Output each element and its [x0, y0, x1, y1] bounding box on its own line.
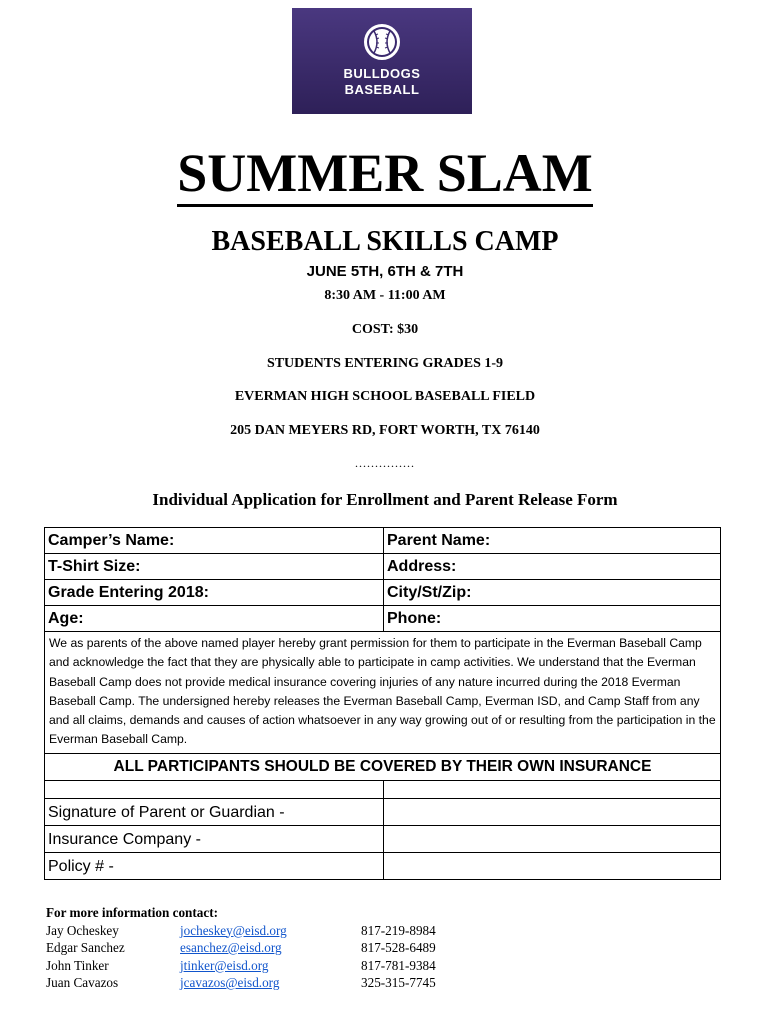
campers-name-field[interactable]: Camper’s Name: — [45, 528, 384, 553]
camp-time: 8:30 AM - 11:00 AM — [324, 288, 446, 303]
contact-phone: 817-219-8984 — [361, 922, 436, 938]
form-row-campers-name — [44, 527, 721, 553]
page-title — [0, 142, 770, 204]
insurance-company-label: Insurance Company - — [45, 826, 384, 852]
camp-dates: JUNE 5TH, 6TH & 7TH — [306, 263, 464, 280]
form-row-grade — [44, 579, 721, 605]
insurance-company-field[interactable] — [384, 826, 720, 852]
team-logo — [292, 8, 472, 114]
form-heading: Individual Application for Enrollment and Parent Release Form — [152, 490, 618, 509]
contact-phone: 325-315-7745 — [361, 975, 436, 990]
contact-email-link[interactable]: esanchez@eisd.org — [180, 940, 282, 955]
parent-name-field[interactable]: Parent Name: — [387, 532, 491, 549]
camp-grades: STUDENTS ENTERING GRADES 1-9 — [266, 356, 504, 371]
contact-name: Edgar Sanchez — [46, 940, 125, 955]
baseball-icon — [362, 22, 402, 62]
policy-label: Policy # - — [45, 853, 384, 879]
tshirt-size-field[interactable]: T-Shirt Size: — [45, 554, 384, 579]
contact-row — [46, 922, 481, 940]
divider: ............... — [355, 456, 415, 470]
form-row-age — [44, 605, 721, 631]
form-row-tshirt — [44, 553, 721, 579]
spacer-row — [44, 780, 721, 798]
signature-field[interactable] — [384, 799, 720, 825]
camp-address: 205 DAN MEYERS RD, FORT WORTH, TX 76140 — [230, 423, 540, 438]
spacer-cell-right — [384, 781, 720, 798]
contact-phone: 817-781-9384 — [361, 957, 436, 973]
contact-email-link[interactable]: jtinker@eisd.org — [180, 957, 269, 973]
page-subtitle: BASEBALL SKILLS CAMP — [211, 226, 559, 257]
contact-name: John Tinker — [46, 957, 109, 973]
city-state-zip-field[interactable]: City/St/Zip: — [387, 584, 472, 601]
signature-row — [44, 798, 721, 825]
age-field[interactable]: Age: — [45, 606, 384, 631]
logo-text-line1: BULLDOGS — [343, 66, 421, 81]
signature-label: Signature of Parent or Guardian - — [45, 799, 384, 825]
contact-row — [46, 939, 481, 957]
contact-section — [46, 904, 481, 992]
contact-email-link[interactable]: jocheskey@eisd.org — [180, 922, 287, 938]
enrollment-form — [44, 527, 721, 880]
camp-cost: COST: $30 — [351, 322, 419, 337]
contact-row — [46, 974, 481, 992]
camp-location: EVERMAN HIGH SCHOOL BASEBALL FIELD — [234, 389, 536, 404]
contact-name: Juan Cavazos — [46, 975, 119, 990]
address-field[interactable]: Address: — [387, 558, 457, 575]
insurance-notice: ALL PARTICIPANTS SHOULD BE COVERED BY THEIR OWN INSURANCE — [44, 753, 721, 780]
contact-phone: 817-528-6489 — [361, 940, 436, 955]
contact-name: Jay Ocheskey — [46, 922, 119, 938]
logo-text-line2: BASEBALL — [344, 82, 420, 97]
grade-entering-field[interactable]: Grade Entering 2018: — [45, 580, 384, 605]
contact-email-link[interactable]: jcavazos@eisd.org — [180, 975, 280, 990]
phone-field[interactable]: Phone: — [387, 610, 442, 627]
policy-field[interactable] — [384, 853, 720, 879]
contact-row — [46, 957, 481, 975]
policy-row — [44, 852, 721, 880]
page-title-text: SUMMER SLAM — [177, 143, 593, 207]
spacer-cell-left — [45, 781, 384, 798]
contact-heading: For more information contact: — [46, 905, 219, 920]
insurance-company-row — [44, 825, 721, 852]
release-statement: We as parents of the above named player hereby grant permission for them to participate in the Everman Baseball Camp and acknowledge the fact that they are physically able to participate in camp activities. We understand that the Everman Baseball Camp does not provide medical insurance covering injuries of any nature incurred during the 2018 Everman Baseball Camp. The undersigned hereby releases the Everman Baseball Camp, Everman ISD, and Camp Staff from any and all claims, demands and causes of action whatsoever in any way growing out of or resulting from the participation in the Everman Baseball Camp. — [44, 631, 721, 753]
